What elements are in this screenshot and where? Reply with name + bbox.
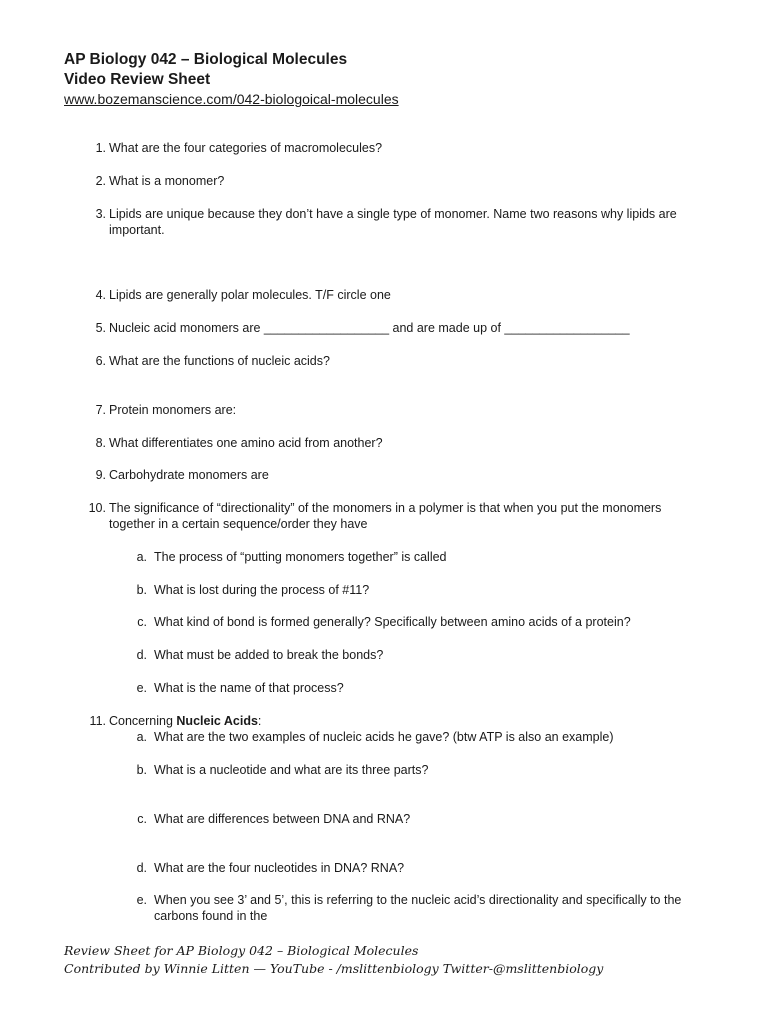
sub-question-text: What must be added to break the bonds? (154, 648, 384, 662)
sub-question-text: What is the name of that process? (154, 681, 344, 695)
question-number: 1. (95, 141, 106, 155)
sub-question-text: What is lost during the process of #11? (154, 583, 370, 597)
question-number: 3. (95, 207, 106, 221)
question-number: 5. (95, 321, 106, 335)
sub-question-letter: a. (136, 730, 147, 744)
sub-question-letter: b. (136, 583, 147, 597)
question-number: 10. (88, 501, 106, 515)
question-text (109, 713, 689, 729)
sub-question-item (131, 614, 714, 630)
sub-question-item (131, 582, 714, 598)
source-url-link[interactable]: www.bozemanscience.com/042-biologoical-molecules (64, 91, 399, 107)
document-header (64, 50, 399, 108)
footer-line-2: Contributed by Winnie Litten — YouTube - /mslittenbiology Twitter-@mslittenbiology (64, 961, 604, 976)
question-suffix: : (257, 714, 262, 728)
sub-question-text: What are the four nucleotides in DNA? RNA? (154, 861, 405, 875)
question-text: What differentiates one amino acid from another? (109, 436, 383, 450)
question-item (86, 467, 689, 483)
sub-question-item (131, 647, 714, 663)
document-footer (64, 942, 603, 978)
question-text: Nucleic acid monomers are __________________ and are made up of __________________ (109, 321, 630, 335)
sub-question-item (131, 549, 714, 565)
question-text: What is a monomer? (109, 174, 225, 188)
question-item (86, 402, 689, 418)
question-item (86, 206, 689, 238)
sub-question-text: What is a nucleotide and what are its three parts? (154, 763, 429, 777)
question-prefix: Concerning (109, 714, 177, 728)
question-number: 4. (95, 288, 106, 302)
question-number: 2. (95, 174, 106, 188)
question-item (86, 713, 689, 729)
sub-question-text: What kind of bond is formed generally? Specifically between amino acids of a protein? (154, 615, 631, 629)
question-text: Carbohydrate monomers are (109, 468, 269, 482)
sub-question-letter: e. (136, 893, 147, 907)
sub-question-item (131, 860, 714, 876)
sub-question-text: What are differences between DNA and RNA? (154, 812, 411, 826)
sub-question-item (131, 729, 714, 745)
sub-question-letter: a. (136, 550, 147, 564)
question-item (86, 500, 689, 532)
question-number: 6. (95, 354, 106, 368)
question-number: 11. (89, 714, 106, 728)
sub-question-letter: d. (136, 861, 147, 875)
question-number: 7. (95, 403, 106, 417)
question-item (86, 173, 689, 189)
question-text: What are the functions of nucleic acids? (109, 354, 330, 368)
question-item (86, 435, 689, 451)
sub-question-letter: d. (136, 648, 147, 662)
question-text: Lipids are unique because they don’t have a single type of monomer. Name two reasons why lipids are important. (109, 207, 677, 237)
question-number: 9. (95, 468, 106, 482)
question-item (86, 140, 689, 156)
footer-line-1: Review Sheet for AP Biology 042 – Biological Molecules (64, 943, 419, 958)
sub-question-letter: e. (136, 681, 147, 695)
question-topic-bold: Nucleic Acids (176, 714, 258, 728)
question-item (86, 320, 689, 336)
sub-question-letter: b. (136, 763, 147, 777)
sub-question-text: The process of “putting monomers together” is called (154, 550, 447, 564)
question-text: The significance of “directionality” of the monomers in a polymer is that when you put the monomers together in a certain sequence/order they have (109, 501, 662, 531)
sub-question-text: What are the two examples of nucleic acids he gave? (btw ATP is also an example) (154, 730, 614, 744)
question-number: 8. (95, 436, 106, 450)
question-text: What are the four categories of macromolecules? (109, 141, 383, 155)
question-text: Lipids are generally polar molecules. T/F circle one (109, 288, 391, 302)
question-item (86, 353, 689, 369)
sub-question-item (131, 680, 714, 696)
sub-question-item (131, 762, 714, 778)
sub-question-item (131, 811, 714, 827)
document-subtitle: Video Review Sheet (64, 71, 211, 88)
sub-question-item (131, 892, 714, 924)
question-item (86, 287, 689, 303)
sub-question-letter: c. (137, 812, 147, 826)
sub-question-letter: c. (137, 615, 147, 629)
sub-question-text: When you see 3’ and 5’, this is referring to the nucleic acid’s directionality and specifically to the carbons found in the (154, 893, 682, 923)
question-text: Protein monomers are: (109, 403, 237, 417)
document-title: AP Biology 042 – Biological Molecules (64, 51, 348, 68)
